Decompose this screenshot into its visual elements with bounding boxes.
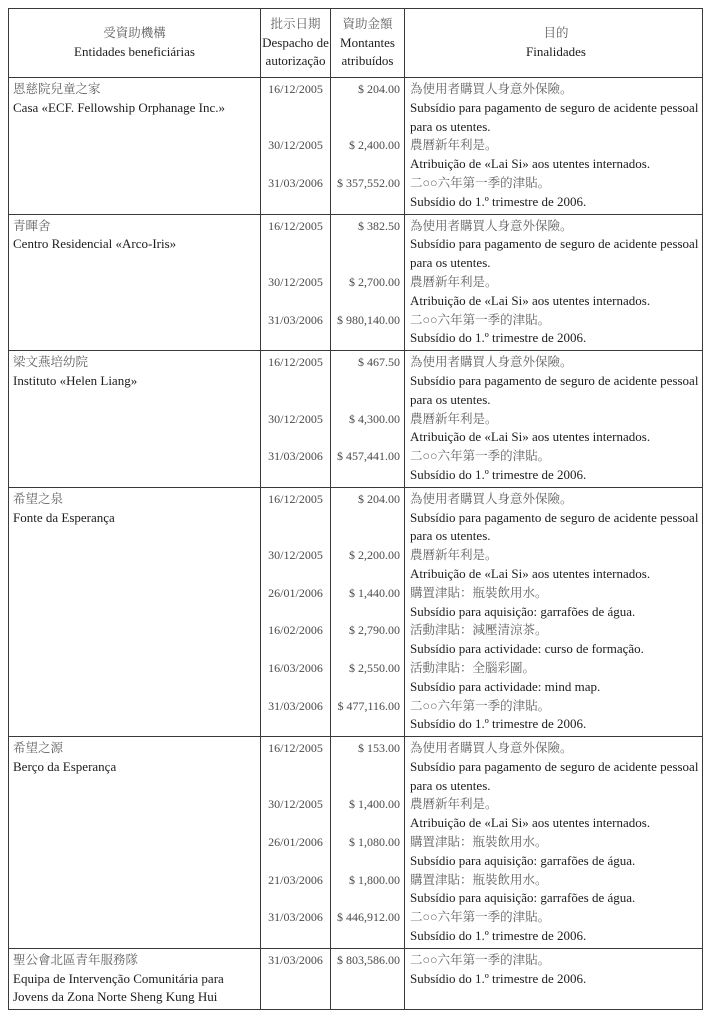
date-value: 16/02/2006 [268,623,323,638]
header-entities-zh: 受資助機構 [103,26,166,41]
date-value: 30/12/2005 [268,274,323,289]
header-amount-zh: 資助金額 [342,16,393,31]
date-cell [260,949,330,1009]
amount-value: $ 4,300.00 [349,411,400,426]
purpose-line-pt: Atribuição de «Lai Si» aos utentes internados. [410,815,651,831]
header-date-zh: 批示日期 [270,16,321,31]
purpose-line-pt: Atribuição de «Lai Si» aos utentes internados. [410,565,651,581]
entity-name-pt: Centro Residencial «Arco-Iris» [13,236,177,252]
header-amount [330,9,404,77]
amount-value: $ 204.00 [358,82,400,96]
table-row [9,488,702,737]
amount-cell [330,215,404,351]
purpose-line-pt: Subsídio para pagamento de seguro de acidente pessoal [410,236,699,252]
date-value: 31/03/2006 [268,952,323,967]
entity-cell [9,351,260,487]
table-row [9,215,702,352]
purpose-entry [410,174,702,212]
date-value: 26/01/2006 [268,835,323,850]
purpose-entry [410,273,702,311]
purpose-line-pt: Atribuição de «Lai Si» aos utentes internados. [410,429,651,445]
purpose-line-zh: 農曆新年利是。 [410,411,498,426]
date-value: 31/03/2006 [268,312,323,327]
purpose-line-pt: para os utentes. [410,118,491,134]
purpose-cell [404,215,702,351]
header-amount-pt1: Montantes [340,34,395,50]
purpose-line-zh: 為使用者購買人身意外保險。 [410,82,573,96]
date-cell [260,737,330,948]
header-date-pt2: autorização [265,53,326,69]
purpose-entry [410,546,702,584]
entity-name-pt: Equipa de Intervenção Comunitária para [13,970,224,986]
entity-name-pt: Fonte da Esperança [13,509,115,525]
subsidy-table [8,8,703,1010]
purpose-line-pt: Subsídio do 1.º trimestre de 2006. [410,466,587,482]
amount-cell [330,78,404,214]
purpose-entry [410,621,702,659]
date-value: 16/03/2006 [268,660,323,675]
purpose-line-zh: 活動津貼：減壓清涼茶。 [410,623,548,638]
amount-cell [330,737,404,948]
date-cell [260,215,330,351]
purpose-entry [410,353,702,409]
purpose-entry [410,739,702,795]
purpose-line-zh: 活動津貼：全腦彩圖。 [410,660,536,675]
purpose-line-zh: 二○○六年第一季的津貼。 [410,952,551,967]
header-entities [9,9,260,77]
amount-value: $ 357,552.00 [337,175,400,190]
header-entities-pt: Entidades beneficiárias [74,44,195,59]
amount-value: $ 204.00 [358,491,400,506]
purpose-line-pt: para os utentes. [410,777,491,793]
amount-value: $ 2,700.00 [349,274,400,289]
table-row [9,949,702,1009]
date-cell [260,78,330,214]
purpose-entry [410,951,702,989]
purpose-line-zh: 為使用者購買人身意外保險。 [410,218,573,233]
purpose-line-pt: Subsídio do 1.º trimestre de 2006. [410,330,587,346]
purpose-line-zh: 農曆新年利是。 [410,274,498,289]
purpose-entry [410,871,702,909]
purpose-entry [410,80,702,136]
purpose-line-pt: Subsídio para aquisição: garrafões de água. [410,603,636,619]
amount-cell [330,351,404,487]
date-value: 16/12/2005 [268,491,323,506]
date-value: 16/12/2005 [268,741,323,756]
table-body [9,78,702,1009]
purpose-line-pt: Subsídio do 1.º trimestre de 2006. [410,928,587,944]
purpose-line-zh: 農曆新年利是。 [410,797,498,812]
purpose-line-zh: 為使用者購買人身意外保險。 [410,741,573,756]
purpose-line-zh: 為使用者購買人身意外保險。 [410,355,573,370]
purpose-line-zh: 購置津貼：瓶裝飲用水。 [410,585,548,600]
entity-name-zh: 希望之泉 [13,491,64,506]
entity-cell [9,215,260,351]
amount-value: $ 457,441.00 [337,449,400,464]
date-value: 16/12/2005 [268,82,323,96]
purpose-line-zh: 為使用者購買人身意外保險。 [410,491,573,506]
purpose-line-pt: Subsídio para pagamento de seguro de acidente pessoal [410,758,699,774]
date-value: 26/01/2006 [268,585,323,600]
purpose-line-pt: Subsídio para actividade: mind map. [410,678,601,694]
purpose-line-pt: Subsídio para aquisição: garrafões de água. [410,852,636,868]
header-amount-pt2: atribuídos [341,53,394,69]
date-value: 21/03/2006 [268,872,323,887]
amount-value: $ 467.50 [358,355,400,370]
purpose-line-pt: Subsídio para actividade: curso de formação. [410,641,644,657]
purpose-line-pt: Subsídio para pagamento de seguro de acidente pessoal [410,372,699,388]
entity-cell [9,949,260,1009]
purpose-line-pt: Subsídio para pagamento de seguro de acidente pessoal [410,99,699,115]
entity-name-zh: 希望之源 [13,741,64,756]
header-date [260,9,330,77]
purpose-line-pt: Subsídio do 1.º trimestre de 2006. [410,193,587,209]
purpose-line-zh: 購置津貼：瓶裝飲用水。 [410,835,548,850]
header-date-pt1: Despacho de [262,34,329,50]
purpose-line-zh: 二○○六年第一季的津貼。 [410,312,551,327]
purpose-line-pt: Atribuição de «Lai Si» aos utentes internados. [410,292,651,308]
header-purpose-pt: Finalidades [526,44,586,59]
table-row [9,737,702,949]
purpose-entry [410,584,702,622]
amount-value: $ 477,116.00 [337,698,400,713]
purpose-entry [410,410,702,448]
entity-cell [9,488,260,736]
date-value: 31/03/2006 [268,698,323,713]
entity-name-zh: 青暉舍 [13,218,51,233]
purpose-line-zh: 二○○六年第一季的津貼。 [410,449,551,464]
purpose-line-pt: Subsídio para pagamento de seguro de acidente pessoal [410,509,699,525]
purpose-cell [404,488,702,736]
date-cell [260,488,330,736]
purpose-line-zh: 二○○六年第一季的津貼。 [410,698,551,713]
amount-value: $ 2,200.00 [349,548,400,563]
purpose-entry [410,217,702,273]
purpose-line-pt: para os utentes. [410,255,491,271]
amount-cell [330,488,404,736]
entity-name-zh: 聖公會北區青年服務隊 [13,952,139,967]
amount-value: $ 153.00 [358,741,400,756]
entity-cell [9,737,260,948]
date-value: 30/12/2005 [268,797,323,812]
entity-name-pt: Casa «ECF. Fellowship Orphanage Inc.» [13,99,225,115]
date-value: 31/03/2006 [268,449,323,464]
purpose-line-pt: Subsídio para aquisição: garrafões de água. [410,890,636,906]
purpose-entry [410,136,702,174]
date-value: 30/12/2005 [268,548,323,563]
date-value: 16/12/2005 [268,355,323,370]
purpose-line-zh: 二○○六年第一季的津貼。 [410,910,551,925]
table-row [9,78,702,215]
date-value: 16/12/2005 [268,218,323,233]
purpose-cell [404,737,702,948]
amount-value: $ 2,790.00 [349,623,400,638]
entity-name-zh: 梁文燕培幼院 [13,355,89,370]
table-row [9,351,702,488]
header-purpose [404,9,702,77]
entity-name-zh: 恩慈院兒童之家 [13,82,101,96]
date-value: 31/03/2006 [268,910,323,925]
purpose-line-pt: para os utentes. [410,391,491,407]
purpose-cell [404,949,702,1009]
table-header [9,9,702,78]
amount-value: $ 2,400.00 [349,138,400,153]
amount-value: $ 1,400.00 [349,797,400,812]
amount-value: $ 446,912.00 [337,910,400,925]
amount-value: $ 803,586.00 [337,952,400,967]
amount-cell [330,949,404,1009]
entity-cell [9,78,260,214]
purpose-line-pt: Atribuição de «Lai Si» aos utentes internados. [410,156,651,172]
purpose-line-pt: Subsídio do 1.º trimestre de 2006. [410,970,587,986]
purpose-line-pt: para os utentes. [410,528,491,544]
entity-name-pt: Instituto «Helen Liang» [13,372,138,388]
purpose-line-zh: 二○○六年第一季的津貼。 [410,175,551,190]
header-purpose-zh: 目的 [543,26,569,41]
date-value: 30/12/2005 [268,138,323,153]
date-cell [260,351,330,487]
purpose-entry [410,908,702,946]
purpose-line-zh: 農曆新年利是。 [410,138,498,153]
date-value: 31/03/2006 [268,175,323,190]
purpose-entry [410,490,702,546]
date-value: 30/12/2005 [268,411,323,426]
amount-value: $ 980,140.00 [337,312,400,327]
purpose-line-pt: Subsídio do 1.º trimestre de 2006. [410,716,587,732]
purpose-line-zh: 購置津貼：瓶裝飲用水。 [410,872,548,887]
amount-value: $ 2,550.00 [349,660,400,675]
purpose-entry [410,795,702,833]
purpose-entry [410,311,702,349]
amount-value: $ 1,800.00 [349,872,400,887]
amount-value: $ 1,440.00 [349,585,400,600]
purpose-cell [404,351,702,487]
entity-name-pt: Berço da Esperança [13,758,117,774]
purpose-line-zh: 農曆新年利是。 [410,548,498,563]
purpose-cell [404,78,702,214]
amount-value: $ 382.50 [358,218,400,233]
purpose-entry [410,659,702,697]
purpose-entry [410,447,702,485]
purpose-entry [410,833,702,871]
amount-value: $ 1,080.00 [349,835,400,850]
entity-name-pt: Jovens da Zona Norte Sheng Kung Hui [13,989,218,1005]
purpose-entry [410,697,702,735]
